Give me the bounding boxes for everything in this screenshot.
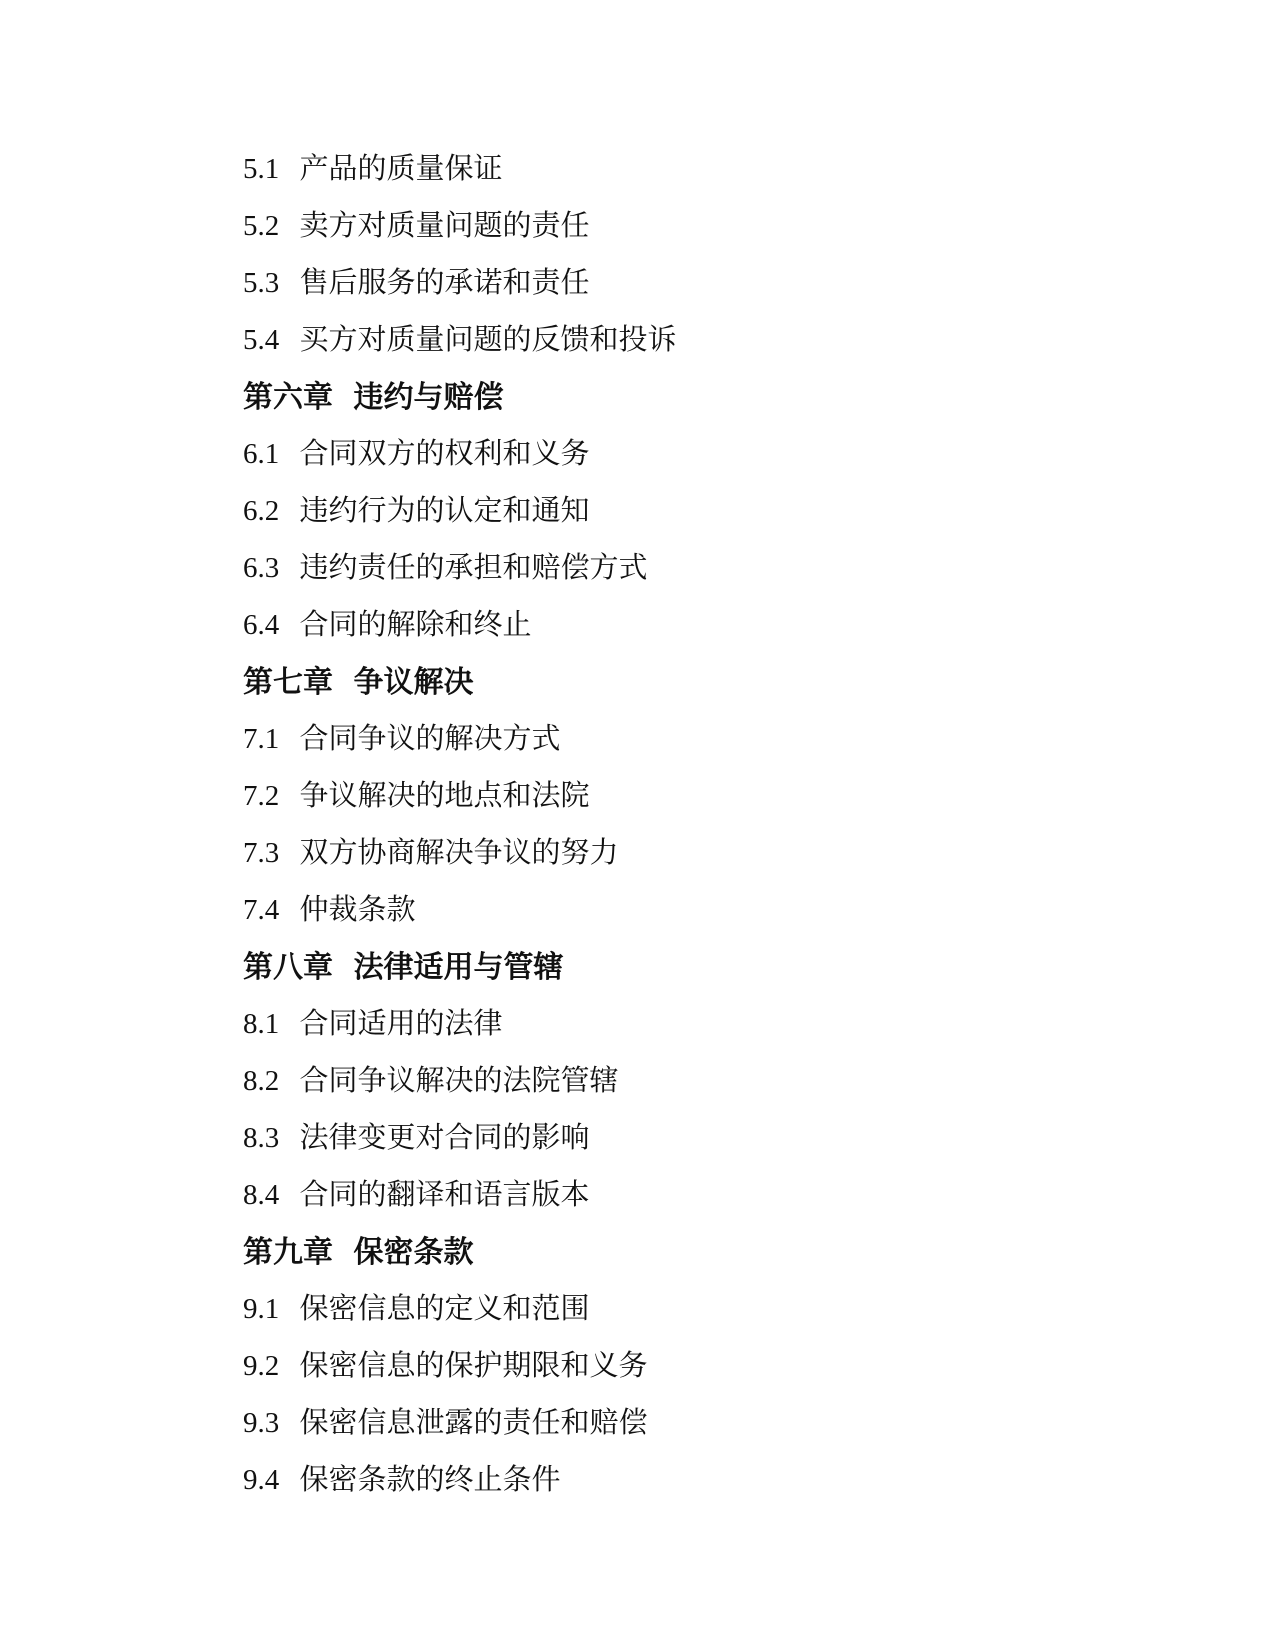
toc-line-title: 保密条款的终止条件: [299, 1464, 561, 1496]
toc-line-title: 保密信息泄露的责任和赔偿: [299, 1407, 648, 1439]
toc-line-number: 6.3: [243, 552, 280, 584]
toc-line-number: 8.4: [243, 1179, 280, 1211]
toc-line-title: 合同的翻译和语言版本: [299, 1179, 590, 1211]
toc-item: [243, 1338, 677, 1395]
toc-chapter-heading: [243, 939, 677, 996]
toc-line-number: 5.1: [243, 153, 280, 185]
toc-line-number: 第七章: [243, 666, 333, 699]
toc-item: [243, 882, 677, 939]
toc-line-title: 合同争议的解决方式: [299, 723, 561, 755]
toc-line-title: 合同争议解决的法院管辖: [299, 1065, 619, 1097]
toc-line-title: 法律适用与管辖: [353, 951, 564, 984]
toc-line-title: 卖方对质量问题的责任: [299, 210, 590, 242]
toc-line-number: 5.4: [243, 324, 280, 356]
toc-item: [243, 1110, 677, 1167]
toc-line-number: 8.2: [243, 1065, 280, 1097]
toc-line-title: 合同双方的权利和义务: [299, 438, 590, 470]
toc-line-number: 9.1: [243, 1293, 280, 1325]
toc-line-number: 7.3: [243, 837, 280, 869]
toc-line-title: 违约责任的承担和赔偿方式: [299, 552, 648, 584]
toc-item: [243, 141, 677, 198]
toc-item: [243, 198, 677, 255]
toc-line-title: 产品的质量保证: [299, 153, 503, 185]
toc-chapter-heading: [243, 369, 677, 426]
toc-item: [243, 255, 677, 312]
toc-line-number: 5.3: [243, 267, 280, 299]
toc-line-title: 仲裁条款: [299, 894, 416, 926]
toc-line-number: 6.2: [243, 495, 280, 527]
toc-line-number: 7.4: [243, 894, 280, 926]
toc-line-title: 保密信息的保护期限和义务: [299, 1350, 648, 1382]
toc-line-title: 违约与赔偿: [353, 381, 504, 414]
toc-item: [243, 597, 677, 654]
toc-line-number: 第六章: [243, 381, 333, 414]
toc-item: [243, 426, 677, 483]
toc-list: [243, 141, 677, 1509]
toc-line-title: 保密条款: [353, 1236, 474, 1269]
toc-line-title: 法律变更对合同的影响: [299, 1122, 590, 1154]
toc-item: [243, 1053, 677, 1110]
toc-line-number: 7.1: [243, 723, 280, 755]
toc-line-title: 买方对质量问题的反馈和投诉: [299, 324, 677, 356]
toc-item: [243, 540, 677, 597]
toc-line-title: 合同适用的法律: [299, 1008, 503, 1040]
toc-chapter-heading: [243, 1224, 677, 1281]
toc-line-number: 第八章: [243, 951, 333, 984]
toc-line-title: 双方协商解决争议的努力: [299, 837, 619, 869]
toc-line-number: 6.1: [243, 438, 280, 470]
toc-item: [243, 711, 677, 768]
toc-line-number: 8.3: [243, 1122, 280, 1154]
toc-item: [243, 483, 677, 540]
toc-item: [243, 1281, 677, 1338]
toc-line-number: 9.4: [243, 1464, 280, 1496]
toc-line-number: 6.4: [243, 609, 280, 641]
toc-line-title: 售后服务的承诺和责任: [299, 267, 590, 299]
toc-line-number: 第九章: [243, 1236, 333, 1269]
toc-line-number: 9.3: [243, 1407, 280, 1439]
toc-line-number: 8.1: [243, 1008, 280, 1040]
toc-item: [243, 825, 677, 882]
toc-item: [243, 996, 677, 1053]
toc-item: [243, 1452, 677, 1509]
toc-line-number: 9.2: [243, 1350, 280, 1382]
toc-item: [243, 1395, 677, 1452]
toc-item: [243, 768, 677, 825]
toc-line-title: 争议解决的地点和法院: [299, 780, 590, 812]
toc-line-number: 5.2: [243, 210, 280, 242]
toc-item: [243, 1167, 677, 1224]
toc-chapter-heading: [243, 654, 677, 711]
toc-line-title: 保密信息的定义和范围: [299, 1293, 590, 1325]
toc-line-number: 7.2: [243, 780, 280, 812]
toc-line-title: 争议解决: [353, 666, 474, 699]
toc-item: [243, 312, 677, 369]
toc-line-title: 违约行为的认定和通知: [299, 495, 590, 527]
toc-line-title: 合同的解除和终止: [299, 609, 532, 641]
